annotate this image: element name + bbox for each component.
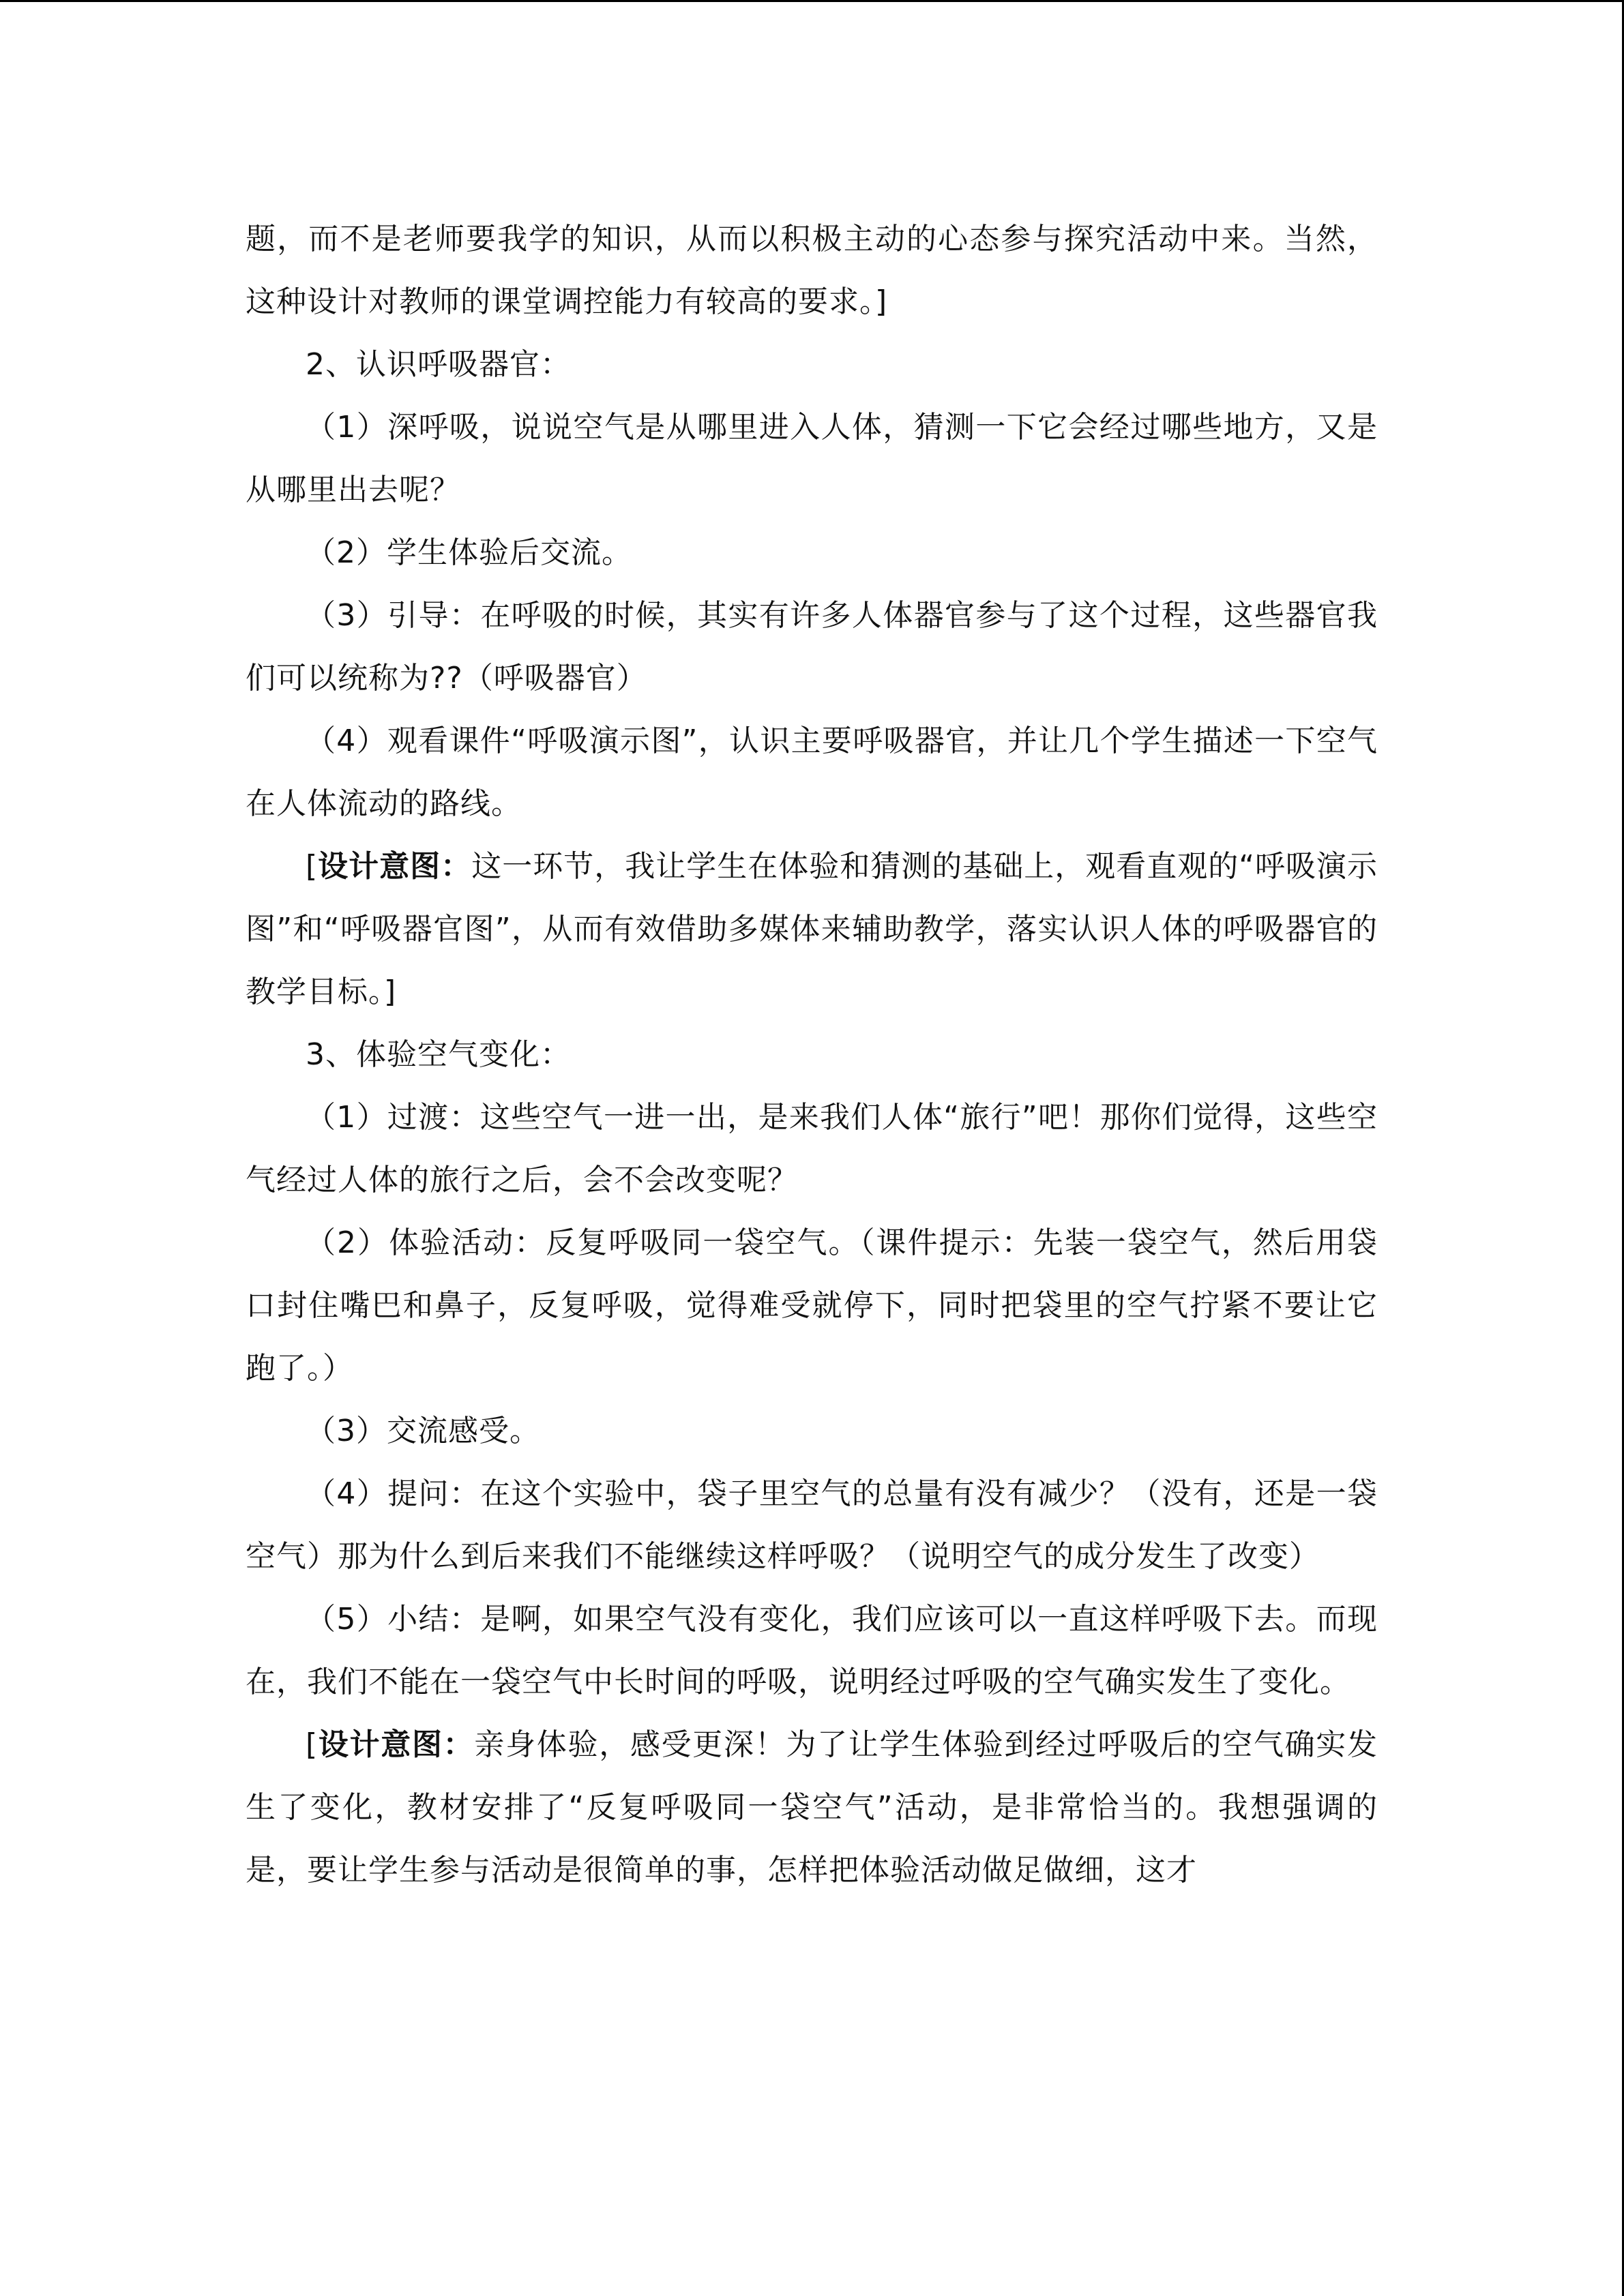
step-4-courseware: （4）观看课件“呼吸演示图”，认识主要呼吸器官，并让几个学生描述一下空气在人体流动的路线。 bbox=[246, 724, 1378, 821]
design-intent-label: 设计意图： bbox=[318, 1727, 475, 1762]
design-intent-note-2 bbox=[246, 1714, 1378, 1902]
step-4-question: （4）提问：在这个实验中，袋子里空气的总量有没有减少？（没有，还是一袋空气）那为什么到后来我们不能继续这样呼吸？（说明空气的成分发生了改变） bbox=[246, 1476, 1378, 1574]
design-intent-bracket: [ bbox=[306, 1727, 319, 1762]
design-intent-text: 这一环节，我让学生在体验和猜测的基础上，观看直观的“呼吸演示图”和“呼吸器官图”，从而有效借助多媒体来辅助教学，落实认识人体的呼吸器官的教学目标。] bbox=[246, 849, 1378, 1009]
document-body bbox=[246, 208, 1378, 1902]
step-3-share-feelings: （3）交流感受。 bbox=[306, 1414, 540, 1448]
section-heading-air-change: 3、体验空气变化： bbox=[306, 1037, 571, 1072]
step-2-activity: （2）体验活动：反复呼吸同一袋空气。（课件提示：先装一袋空气，然后用袋口封住嘴巴和鼻子，反复呼吸，觉得难受就停下，同时把袋里的空气拧紧不要让它跑了。） bbox=[246, 1225, 1378, 1386]
step-1-deep-breath: （1）深呼吸，说说空气是从哪里进入人体，猜测一下它会经过哪些地方，又是从哪里出去呢？ bbox=[246, 410, 1378, 507]
page-border-top bbox=[0, 0, 1624, 2]
step-3-guide: （3）引导：在呼吸的时候，其实有许多人体器官参与了这个过程，这些器官我们可以统称为??（呼吸器官） bbox=[246, 598, 1378, 696]
design-intent-note-1 bbox=[246, 835, 1378, 1024]
step-1-transition: （1）过渡：这些空气一进一出，是来我们人体“旅行”吧！那你们觉得，这些空气经过人体的旅行之后，会不会改变呢？ bbox=[246, 1100, 1378, 1197]
paragraph-continuation: 题，而不是老师要我学的知识，从而以积极主动的心态参与探究活动中来。当然，这种设计对教师的课堂调控能力有较高的要求。] bbox=[246, 222, 1378, 319]
section-heading-respiratory-organs: 2、认识呼吸器官： bbox=[306, 347, 571, 382]
step-5-summary: （5）小结：是啊，如果空气没有变化，我们应该可以一直这样呼吸下去。而现在，我们不能在一袋空气中长时间的呼吸，说明经过呼吸的空气确实发生了变化。 bbox=[246, 1602, 1378, 1699]
design-intent-text: 亲身体验，感受更深！为了让学生体验到经过呼吸后的空气确实发生了变化，教材安排了“反复呼吸同一袋空气”活动，是非常恰当的。我想强调的是，要让学生参与活动是很简单的事，怎样把体验活动做足做细，这才 bbox=[246, 1727, 1378, 1888]
design-intent-bracket: [ bbox=[306, 849, 319, 884]
step-2-exchange: （2）学生体验后交流。 bbox=[306, 535, 632, 570]
design-intent-label: 设计意图： bbox=[318, 849, 472, 884]
